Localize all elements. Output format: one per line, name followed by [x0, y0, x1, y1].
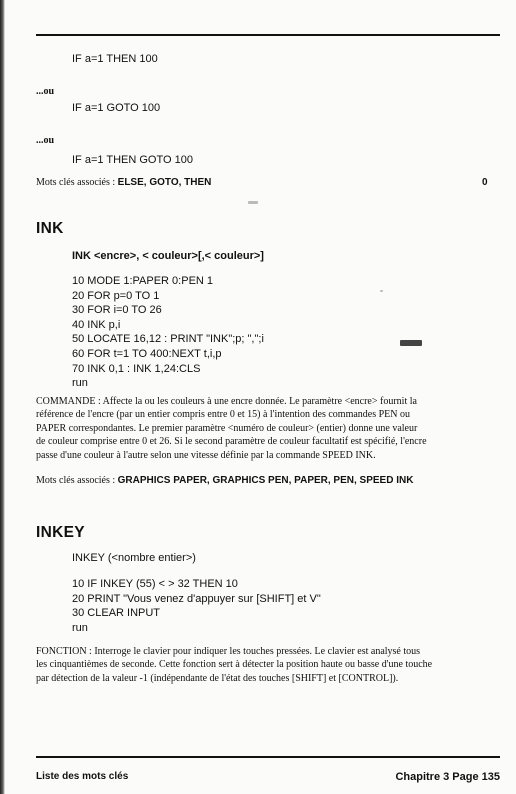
header-rule	[36, 34, 500, 36]
code-line: run	[72, 377, 88, 390]
if-keywords-list: ELSE, GOTO, THEN	[117, 177, 212, 188]
desc-line: FONCTION : Interroge le clavier pour indiquer les touches pressées. Le clavier est analysé tous	[36, 646, 421, 657]
ink-related-keywords	[36, 475, 413, 486]
or-separator-1: ...ou	[36, 86, 55, 97]
desc-line: PAPER correspondantes. Le premier paramètre <numéro de couleur> (entier) donne une valeur	[36, 422, 418, 434]
binding-shadow	[0, 0, 5, 794]
if-marker: 0	[482, 177, 488, 188]
code-line: 60 FOR t=1 TO 400:NEXT t,i,p	[72, 347, 222, 360]
desc-line: par détection de la valeur -1 (indépendante de l'état des touches [SHIFT] et [CONTROL]).	[36, 672, 399, 684]
code-line: run	[72, 621, 88, 634]
inkey-heading: INKEY	[36, 524, 85, 541]
or-separator-2: ...ou	[36, 135, 55, 146]
if-example-1: IF a=1 THEN 100	[72, 53, 158, 65]
ink-description	[36, 395, 504, 462]
footer-left: Liste des mots clés	[36, 771, 129, 782]
if-keywords-label: Mots clés associés :	[36, 177, 118, 188]
desc-line: de couleur comprise entre 0 et 26. Si le second paramètre de couleur facultatif est spécifié, l'encre	[36, 436, 427, 448]
if-related-keywords	[36, 177, 211, 188]
scan-speck	[248, 201, 258, 204]
desc-line: référence de l'encre (par un entier compris entre 0 et 15) à l'intention des commandes PEN ou	[36, 409, 411, 421]
ink-keywords-label: Mots clés associés :	[36, 475, 118, 486]
code-line: 20 PRINT "Vous venez d'appuyer sur [SHIFT] et V"	[72, 592, 321, 605]
ink-syntax-text: INK <encre>, < couleur>[,< couleur>]	[72, 250, 264, 262]
footer-right: Chapitre 3 Page 135	[395, 771, 500, 783]
code-line: 30 FOR i=0 TO 26	[72, 304, 162, 317]
ink-code-block	[72, 274, 264, 391]
code-line: 30 CLEAR INPUT	[72, 607, 161, 620]
inkey-code-block	[72, 577, 321, 635]
inkey-description	[36, 645, 504, 685]
ink-keywords-list: GRAPHICS PAPER, GRAPHICS PEN, PAPER, PEN, SPEED INK	[117, 475, 414, 486]
desc-line: les cinquantièmes de seconde. Cette fonction sert à détecter la position haute ou basse d'une touche	[36, 659, 433, 671]
code-line: 50 LOCATE 16,12 : PRINT "INK";p; ",";i	[72, 333, 264, 346]
if-example-3: IF a=1 THEN GOTO 100	[72, 154, 193, 166]
ink-syntax	[72, 250, 264, 262]
code-line: 10 MODE 1:PAPER 0:PEN 1	[72, 275, 214, 287]
inkey-syntax-text: INKEY (<nombre entier>)	[72, 552, 196, 564]
if-example-2: IF a=1 GOTO 100	[72, 102, 161, 114]
ink-heading: INK	[36, 220, 64, 237]
footer-rule	[36, 756, 500, 758]
inkey-syntax	[72, 552, 196, 564]
scan-speck	[400, 340, 422, 346]
code-line: 40 INK p,i	[72, 318, 121, 331]
code-line: 70 INK 0,1 : INK 1,24:CLS	[72, 362, 201, 375]
desc-line: passe d'une couleur à l'autre selon une vitesse définie par la commande SPEED INK.	[36, 449, 376, 461]
scan-speck	[380, 290, 383, 292]
code-line: 20 FOR p=0 TO 1	[72, 289, 160, 302]
desc-line: COMMANDE : Affecte la ou les couleurs à une encre donnée. Le paramètre <encre> fournit la	[36, 396, 417, 407]
code-line: 10 IF INKEY (55) < > 32 THEN 10	[72, 578, 238, 590]
